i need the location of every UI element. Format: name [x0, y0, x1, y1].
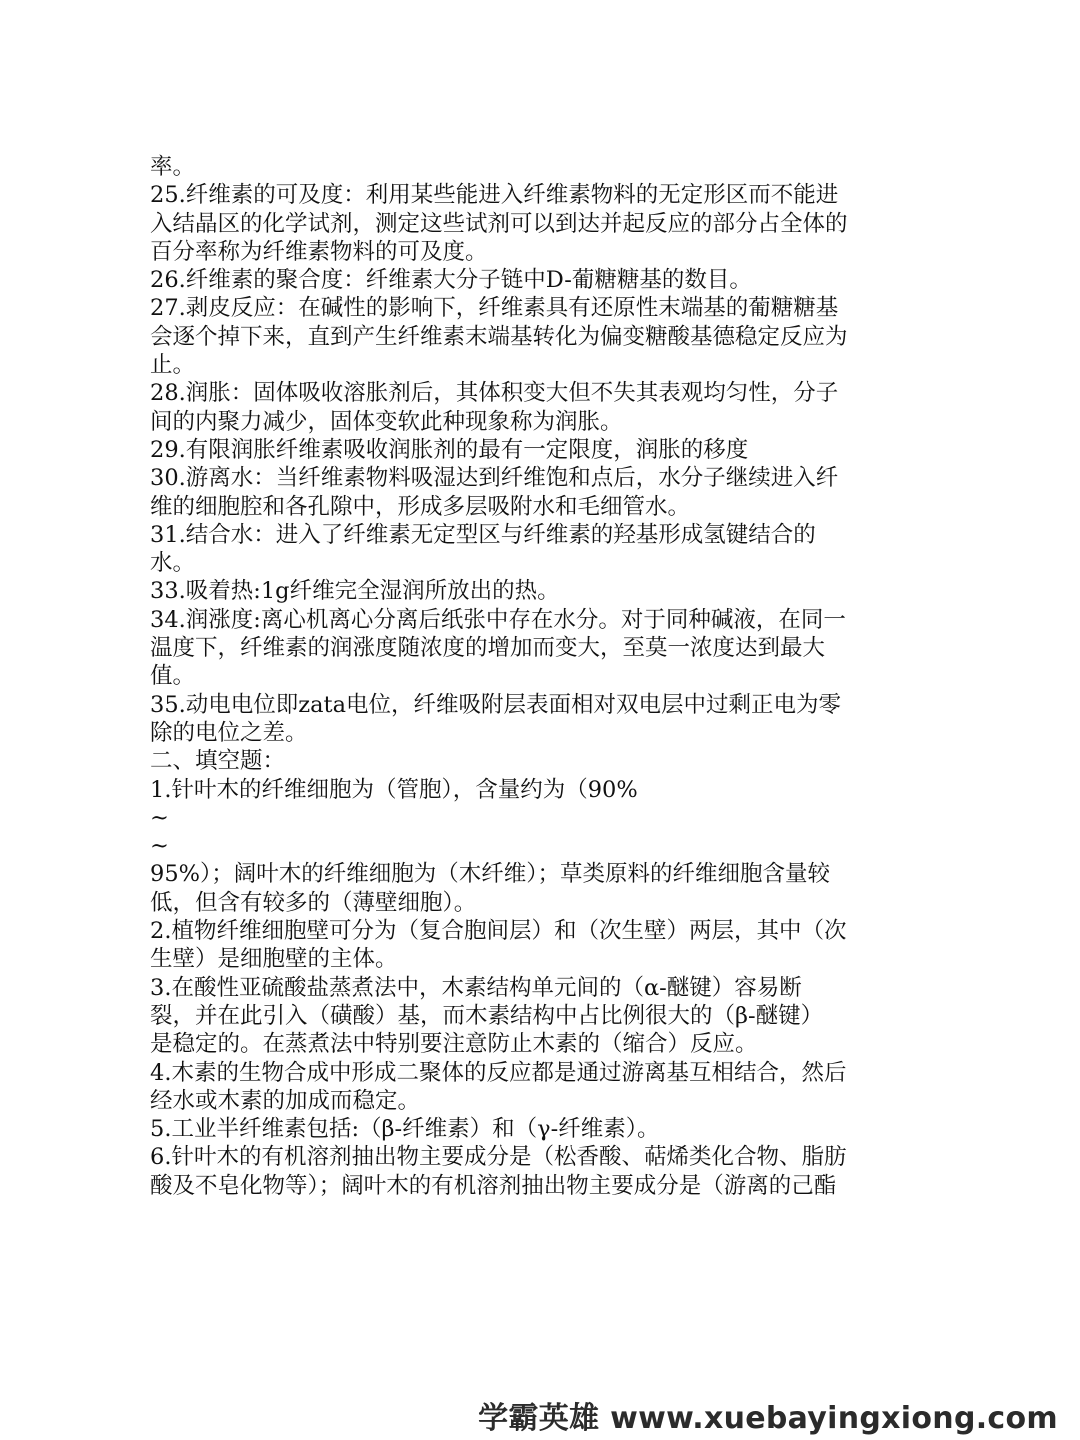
text-line: ~ — [150, 804, 169, 831]
text-line: 26.纤维素的聚合度：纤维素大分子链中D-葡糖糖基的数目。 — [150, 267, 752, 294]
text-line: 温度下，纤维素的润涨度随浓度的增加而变大，至莫一浓度达到最大 — [150, 635, 826, 662]
text-line: 值。 — [150, 663, 196, 690]
text-line: 百分率称为纤维素物料的可及度。 — [150, 238, 488, 265]
text-line: 低，但含有较多的（薄壁细胞）。 — [150, 889, 477, 916]
text-line: 经水或木素的加成而稳定。 — [150, 1087, 421, 1114]
text-line: 33.吸着热:1g纤维完全湿润所放出的热。 — [150, 578, 560, 605]
text-line: 间的内聚力减少，固体变软此种现象称为润胀。 — [150, 408, 623, 435]
text-line: 除的电位之差。 — [150, 719, 308, 746]
text-line: 会逐个掉下来，直到产生纤维素末端基转化为偏变糖酸基德稳定反应为 — [150, 323, 848, 350]
text-line: 水。 — [150, 550, 196, 577]
text-line: ~ — [150, 833, 169, 860]
text-line: 35.动电电位即zata电位，纤维吸附层表面相对双电层中过剩正电为零 — [150, 691, 842, 718]
text-line: 维的细胞腔和各孔隙中，形成多层吸附水和毛细管水。 — [150, 493, 691, 520]
text-line: 31.结合水：进入了纤维素无定型区与纤维素的羟基形成氢键结合的 — [150, 521, 816, 548]
text-line: 3.在酸性亚硫酸盐蒸煮法中，木素结构单元间的（α-醚键）容易断 — [150, 974, 802, 1001]
text-line: 1.针叶木的纤维细胞为（管胞），含量约为（90% — [150, 776, 638, 803]
text-line: 5.工业半纤维素包括:（β-纤维素）和（γ-纤维素）。 — [150, 1116, 660, 1143]
text-line: 27.剥皮反应：在碱性的影响下，纤维素具有还原性末端基的葡糖糖基 — [150, 295, 839, 322]
text-line: 30.游离水：当纤维素物料吸湿达到纤维饱和点后，水分子继续进入纤 — [150, 465, 839, 492]
text-line: 29.有限润胀纤维素吸收润胀剂的最有一定限度，润胀的移度 — [150, 436, 749, 463]
text-line: 95%）；阔叶木的纤维细胞为（木纤维）；草类原料的纤维细胞含量较 — [150, 861, 831, 888]
text-line: 2.植物纤维细胞壁可分为（复合胞间层）和（次生壁）两层，其中（次 — [150, 918, 847, 945]
text-line: 止。 — [150, 352, 196, 379]
text-line: 6.针叶木的有机溶剂抽出物主要成分是（松香酸、萜烯类化合物、脂肪 — [150, 1144, 847, 1171]
text-line: 二、填空题： — [150, 748, 286, 775]
text-line: 入结晶区的化学试剂，测定这些试剂可以到达并起反应的部分占全体的 — [150, 210, 848, 237]
text-line: 酸及不皂化物等）；阔叶木的有机溶剂抽出物主要成分是（游离的己酯 — [150, 1172, 837, 1199]
text-line: 率。 — [150, 154, 196, 180]
text-line: 25.纤维素的可及度：利用某些能进入纤维素物料的无定形区而不能进 — [150, 182, 839, 209]
text-line: 28.润胀：固体吸收溶胀剂后，其体积变大但不失其表观均匀性，分子 — [150, 380, 839, 407]
text-line: 生壁）是细胞壁的主体。 — [150, 946, 398, 973]
text-line: 是稳定的。在蒸煮法中特别要注意防止木素的（缩合）反应。 — [150, 1031, 758, 1058]
text-line: 裂，并在此引入（磺酸）基，而木素结构中占比例很大的（β-醚键） — [150, 1002, 824, 1029]
document-body — [150, 153, 930, 1200]
text-line: 4.木素的生物合成中形成二聚体的反应都是通过游离基互相结合，然后 — [150, 1059, 847, 1086]
text-line: 34.润涨度:离心机离心分离后纸张中存在水分。对于同种碱液，在同一 — [150, 606, 846, 633]
watermark: 学霸英雄 www.xuebayingxiong.com — [478, 1401, 1058, 1436]
